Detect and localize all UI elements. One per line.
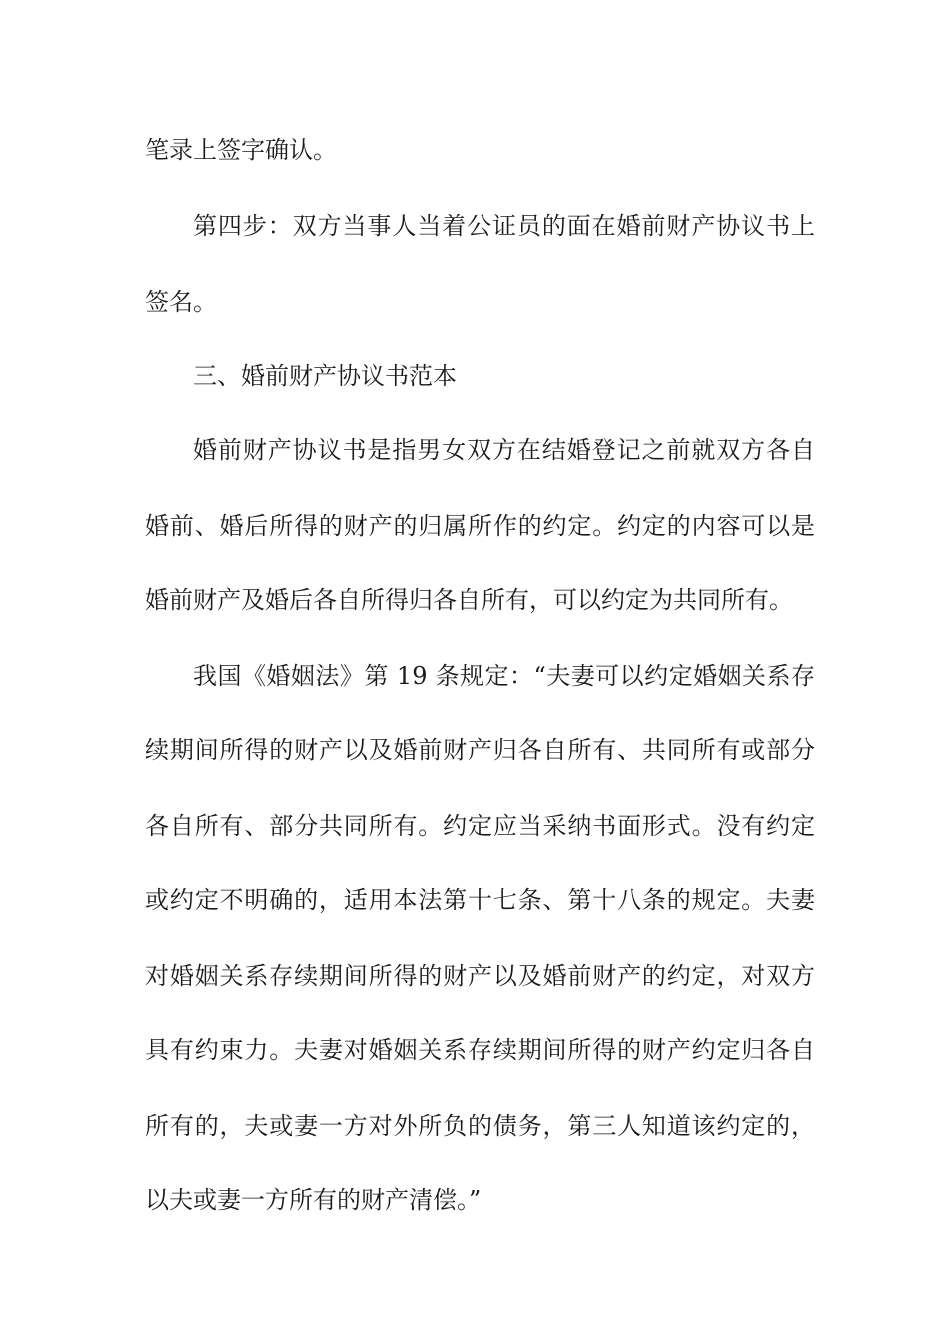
text-line-8: 我国《婚姻法》第 19 条规定：“夫妻可以约定婚姻关系存 [193, 662, 815, 690]
text-line-3: 签名。 [145, 288, 217, 316]
text-line-10: 各自所有、部分共同所有。约定应当采纳书面形式。没有约定 [145, 812, 815, 840]
text-line-13: 具有约束力。夫妻对婚姻关系存续期间所得的财产约定归各自 [145, 1036, 815, 1064]
text-line-11: 或约定不明确的，适用本法第十七条、第十八条的规定。夫妻 [145, 886, 815, 914]
text-line-7: 婚前财产及婚后各自所得归各自所有，可以约定为共同所有。 [145, 586, 793, 614]
text-line-5: 婚前财产协议书是指男女双方在结婚登记之前就双方各自 [193, 436, 815, 464]
text-line-6: 婚前、婚后所得的财产的归属所作的约定。约定的内容可以是 [145, 512, 815, 540]
section-heading: 三、婚前财产协议书范本 [193, 362, 457, 390]
text-line-15: 以夫或妻一方所有的财产清偿。” [145, 1186, 482, 1214]
text-line-2: 第四步：双方当事人当着公证员的面在婚前财产协议书上 [193, 212, 815, 240]
text-line-9: 续期间所得的财产以及婚前财产归各自所有、共同所有或部分 [145, 736, 815, 764]
text-line-1: 笔录上签字确认。 [145, 136, 337, 164]
text-line-14: 所有的，夫或妻一方对外所负的债务，第三人知道该约定的， [145, 1112, 815, 1140]
text-line-12: 对婚姻关系存续期间所得的财产以及婚前财产的约定，对双方 [145, 962, 815, 990]
